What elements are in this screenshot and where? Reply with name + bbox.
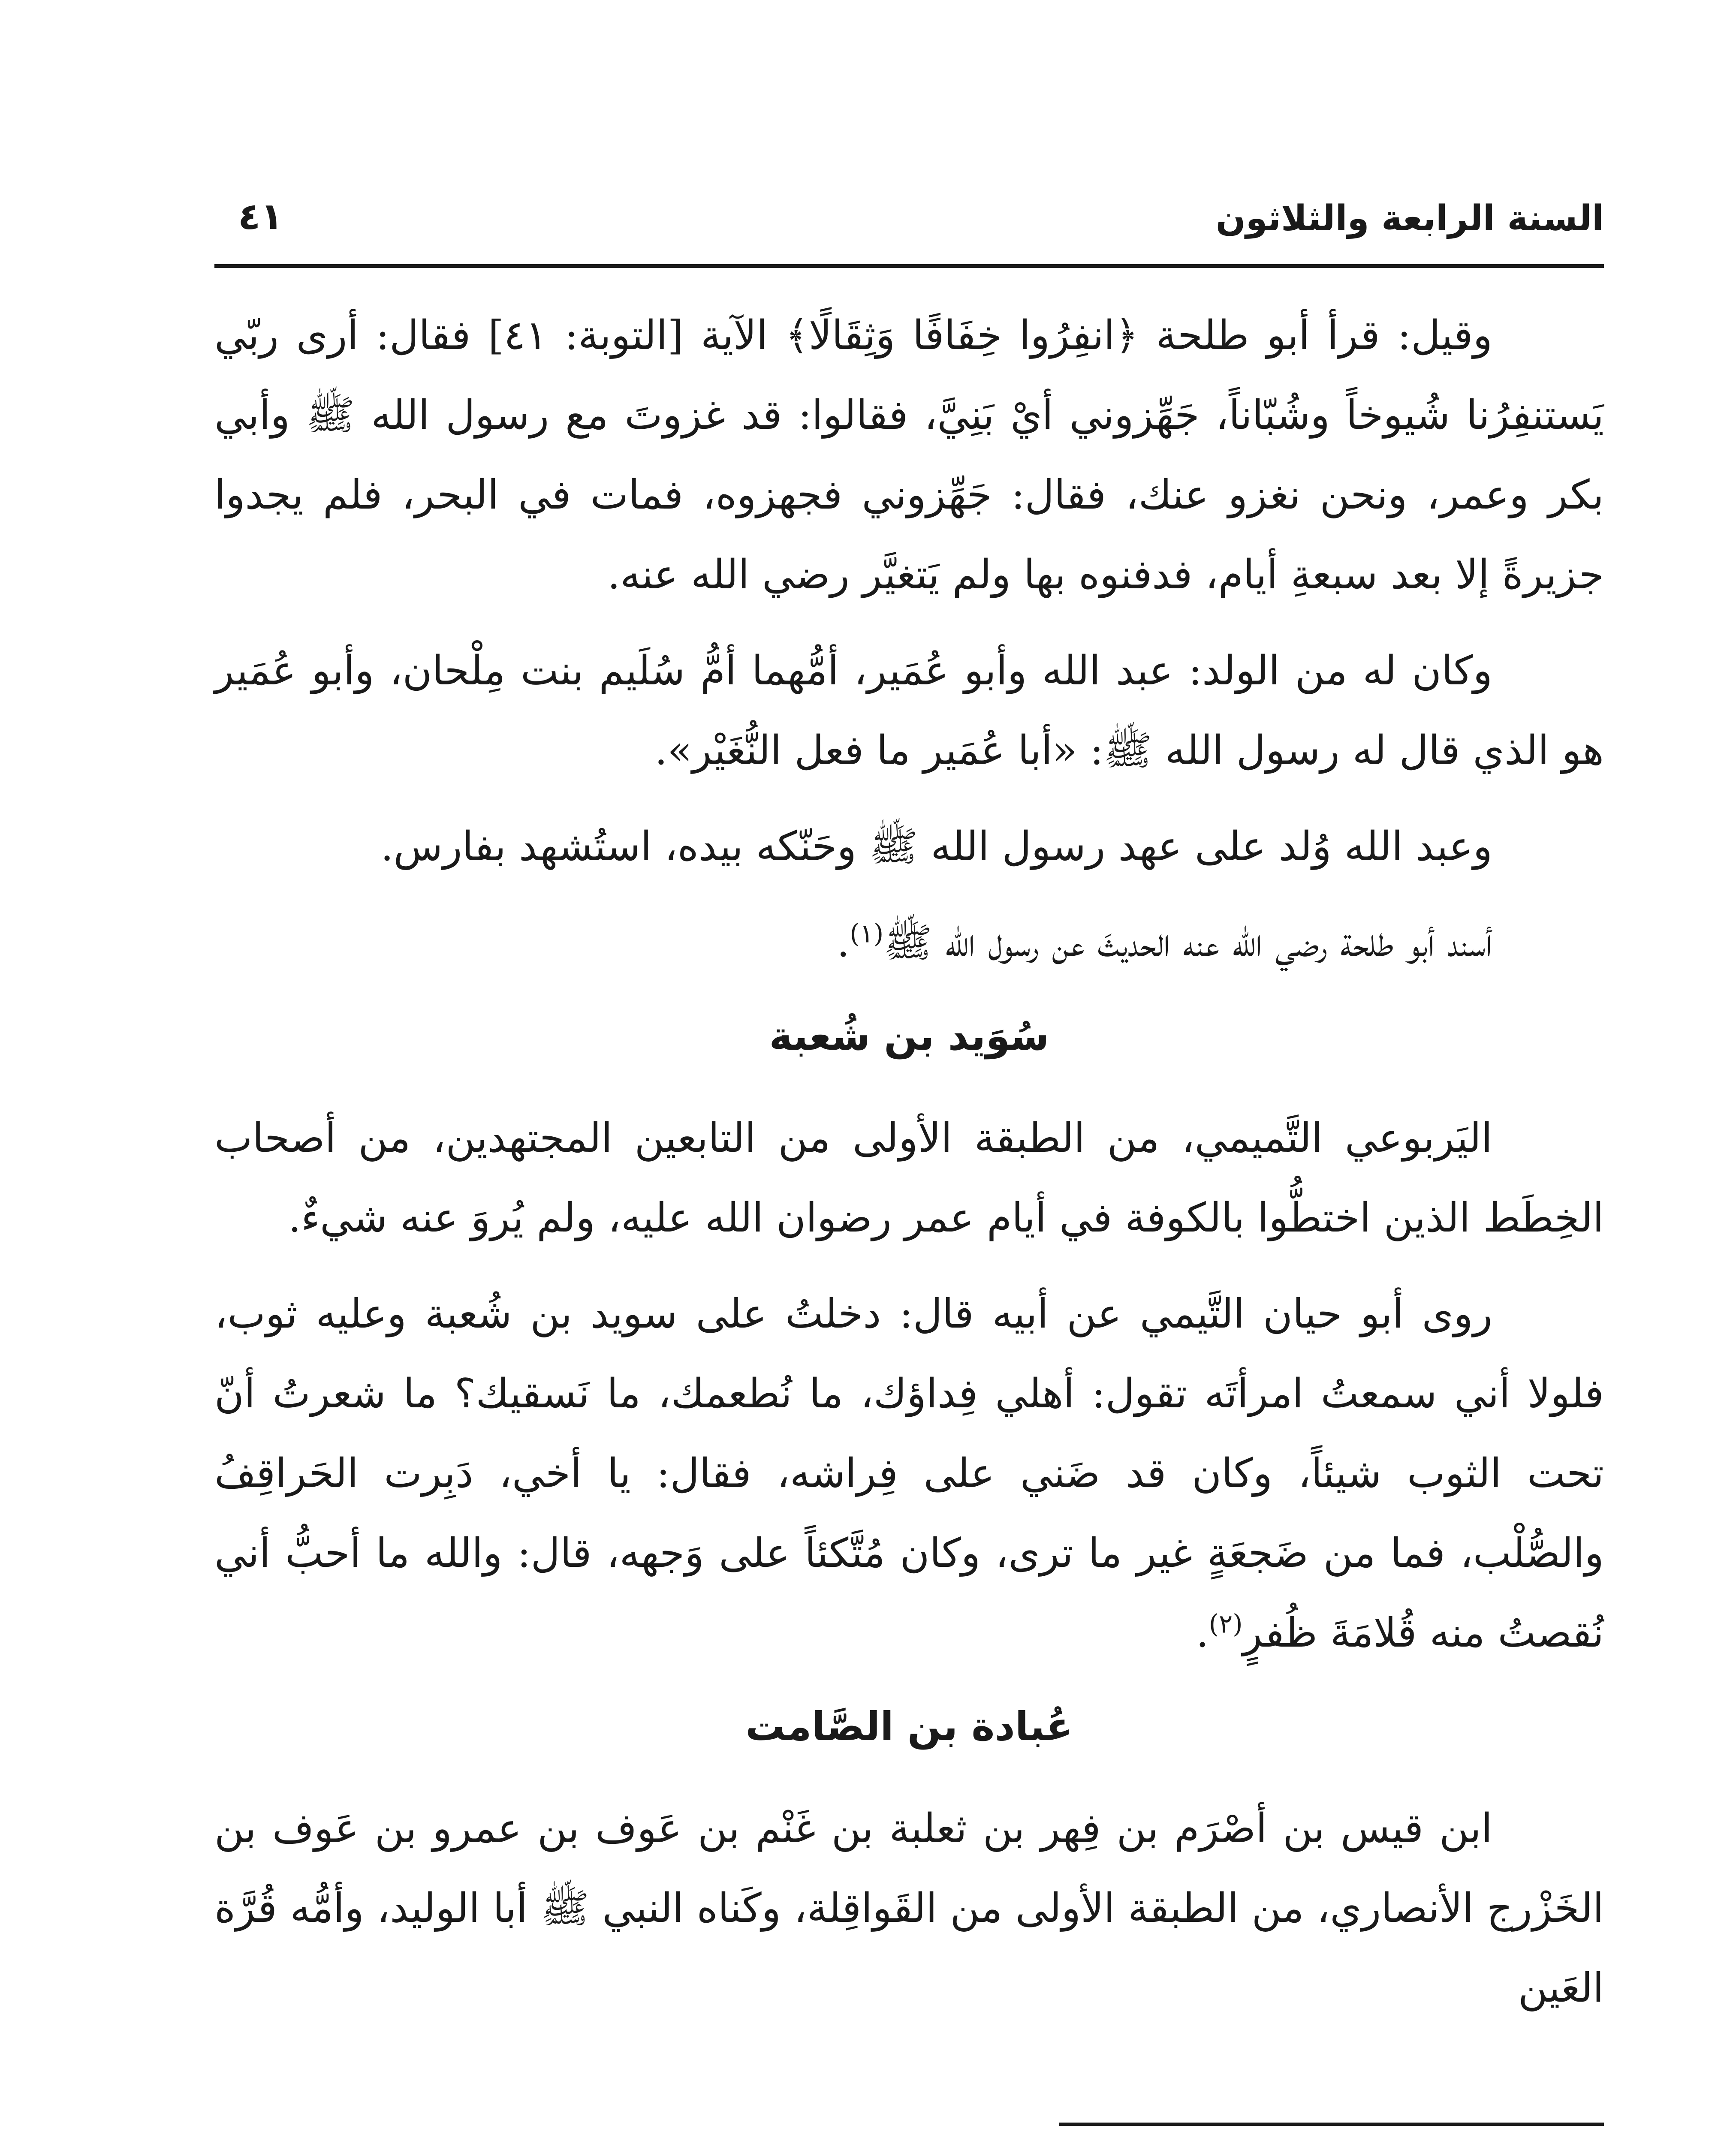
paragraph-ubada-lineage: ابن قيس بن أصْرَم بن فِهر بن ثعلبة بن غَنْم بن عَوف بن عمرو بن عَوف بن الخَزْرج الأنصاري، من الطبقة الأولى من القَواقِلة، وكَناه النبي ﷺ أبا الوليد، وأمُّه قُرَّة العَين <box>214 1805 1604 2012</box>
page-number: ٤١ <box>238 195 283 238</box>
section-heading-suwaid: سُوَيد بن شُعبة <box>769 1013 1049 1059</box>
main-text <box>214 296 1604 2045</box>
footnote-rule <box>1059 2123 1604 2126</box>
paragraph-abdullah: وعبد الله وُلد على عهد رسول الله ﷺ وحَنّكه بيده، استُشهد بفارس. <box>380 823 1492 870</box>
running-title: السنة الرابعة والثلاثون <box>1215 198 1604 239</box>
paragraph-abu-talha-hadith <box>214 903 1604 983</box>
paragraph-suwaid-story <box>214 1274 1604 1673</box>
paragraph-abu-talha-hadith-text: أسند أبو طلحة رضي الله عنه الحديثَ عن رسول الله ﷺ <box>883 919 1492 966</box>
paragraph-abu-talha-children: وكان له من الولد: عبد الله وأبو عُمَير، أمُّهما أمُّ سُلَيم بنت مِلْحان، وأبو عُمَير هو الذي قال له رسول الله ﷺ: «أبا عُمَير ما فعل النُّغَيْر». <box>214 647 1604 774</box>
paragraph-abu-talha-death: وقيل: قرأ أبو طلحة ﴿انفِرُوا خِفَافًا وَثِقَالًا﴾ الآية [التوبة: ٤١] فقال: أرى ربّي يَستنفِرُنا شُيوخاً وشُبّاناً، جَهِّزوني أيْ بَنِيَّ، فقالوا: قد غزوتَ مع رسول الله ﷺ وأبي بكر وعمر، ونحن نغزو عنك، فقال: جَهِّزوني فجهزوه، فمات في البحر، فلم يجدوا جزيرةً إلا بعد سبعةِ أيام، فدفنوه بها ولم يَتغيَّر رضي الله عنه. <box>214 312 1604 598</box>
footnote-ref-1: (١) <box>850 918 884 949</box>
page-header <box>214 169 1604 268</box>
footnotes <box>214 2123 1604 2144</box>
header-rule <box>214 264 1604 268</box>
section-heading-ubada: عُبادة بن الصَّامت <box>745 1704 1073 1750</box>
sentence-end: . <box>1196 1610 1209 1656</box>
paragraph-suwaid-intro: اليَربوعي التَّميمي، من الطبقة الأولى من التابعين المجتهدين، من أصحاب الخِطَط الذين اختطُّوا بالكوفة في أيام عمر رضوان الله عليه، ولم يُروَ عنه شيءٌ. <box>214 1115 1604 1241</box>
footnote-ref-2: (٢) <box>1209 1609 1243 1639</box>
sentence-end: . <box>837 919 850 966</box>
paragraph-suwaid-story-text: روى أبو حيان التَّيمي عن أبيه قال: دخلتُ على سويد بن شُعبة وعليه ثوب، فلولا أني سمعتُ امرأتَه تقول: أهلي فِداؤك، ما نُطعمك، ما نَسقيك؟ ما شعرتُ أنّ تحت الثوب شيئاً، وكان قد ضَني على فِراشه، فقال: يا أخي، دَبِرت الحَراقِفُ والصُّلْب، فما من ضَجعَةٍ غير ما ترى، وكان مُتَّكئاً على وَجهه، قال: والله ما أحبُّ أني نُقصتُ منه قُلامَةَ ظُفرٍ <box>214 1291 1604 1656</box>
